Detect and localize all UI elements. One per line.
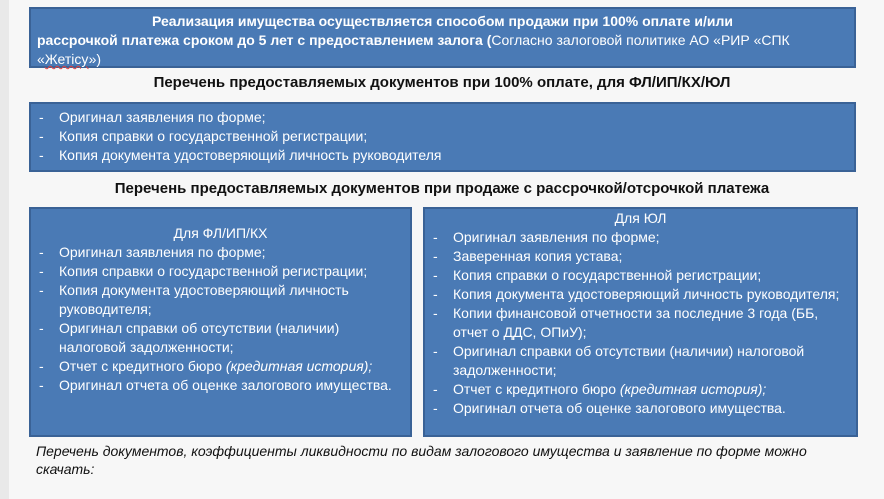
- legal-entities-list: [431, 228, 850, 418]
- sale-conditions-line-2: [37, 31, 848, 50]
- full-payment-box: [29, 102, 856, 172]
- quote-close: »): [88, 51, 102, 67]
- credit-item-prefix: Отчет с кредитного бюро: [453, 381, 620, 397]
- list-item: - Копия справки о государственной регистрации;: [431, 266, 850, 285]
- list-item: - Копия справки о государственной регистрации;: [37, 127, 848, 146]
- sale-conditions-line-3: [37, 50, 848, 69]
- list-item: - Оригинал заявления по форме;: [37, 108, 848, 127]
- list-item: - Копия документа удостоверяющий личность руководителя;: [431, 285, 850, 304]
- list-item: - Оригинал справки об отсутствии (наличии) налоговой задолженности;: [37, 319, 404, 357]
- list-item: - Копия справки о государственной регистрации;: [37, 262, 404, 281]
- list-item: - Заверенная копия устава;: [431, 247, 850, 266]
- download-note: Перечень документов, коэффициенты ликвидности по видам залогового имущества и заявление по форме можно скачать:: [36, 443, 807, 477]
- legal-entities-title: Для ЮЛ: [614, 210, 667, 226]
- list-item: - Оригинал отчета об оценке залогового имущества.: [37, 376, 404, 395]
- list-item: [431, 380, 850, 399]
- quote-open: «: [37, 51, 45, 67]
- installment-heading: Перечень предоставляемых документов при продаже с рассрочкой/отсрочкой платежа: [114, 180, 770, 197]
- legal-entities-box: [423, 207, 858, 437]
- list-item: - Оригинал заявления по форме;: [431, 228, 850, 247]
- credit-item-italic: (кредитная история);: [225, 358, 373, 374]
- sale-conditions-line-1: Реализация имущества осуществляется способом продажи при 100% оплате и/или: [152, 13, 733, 29]
- full-payment-heading: Перечень предоставляемых документов при 100% оплате, для ФЛ/ИП/КХ/ЮЛ: [153, 74, 731, 91]
- individuals-box: [29, 207, 412, 437]
- list-item: [37, 357, 404, 376]
- list-item: - Копии финансовой отчетности за последние 3 года (ББ, отчет о ДДС, ОПиУ);: [431, 304, 850, 342]
- sale-conditions-box: [29, 7, 856, 68]
- individuals-list: [37, 243, 404, 395]
- list-item: - Копия документа удостоверяющий личность руководителя;: [37, 281, 404, 319]
- sale-conditions-line-2-bold: рассрочкой платежа сроком до 5 лет с предоставлением залога (: [37, 32, 492, 48]
- full-payment-list: [37, 108, 848, 165]
- zhetisu-word: Жетісу: [44, 51, 89, 67]
- list-item: - Оригинал справки об отсутствии (наличии) налоговой задолженности;: [431, 342, 850, 380]
- sale-conditions-line-2-normal: Согласно залоговой политике АО «РИР «СПК: [491, 32, 790, 48]
- list-item: - Оригинал заявления по форме;: [37, 243, 404, 262]
- individuals-title: Для ФЛ/ИП/КХ: [173, 225, 268, 241]
- list-item: - Оригинал отчета об оценке залогового имущества.: [431, 399, 850, 418]
- list-item: - Копия документа удостоверяющий личность руководителя: [37, 146, 848, 165]
- credit-item-prefix: Отчет с кредитного бюро: [59, 358, 226, 374]
- credit-item-italic: (кредитная история);: [619, 381, 767, 397]
